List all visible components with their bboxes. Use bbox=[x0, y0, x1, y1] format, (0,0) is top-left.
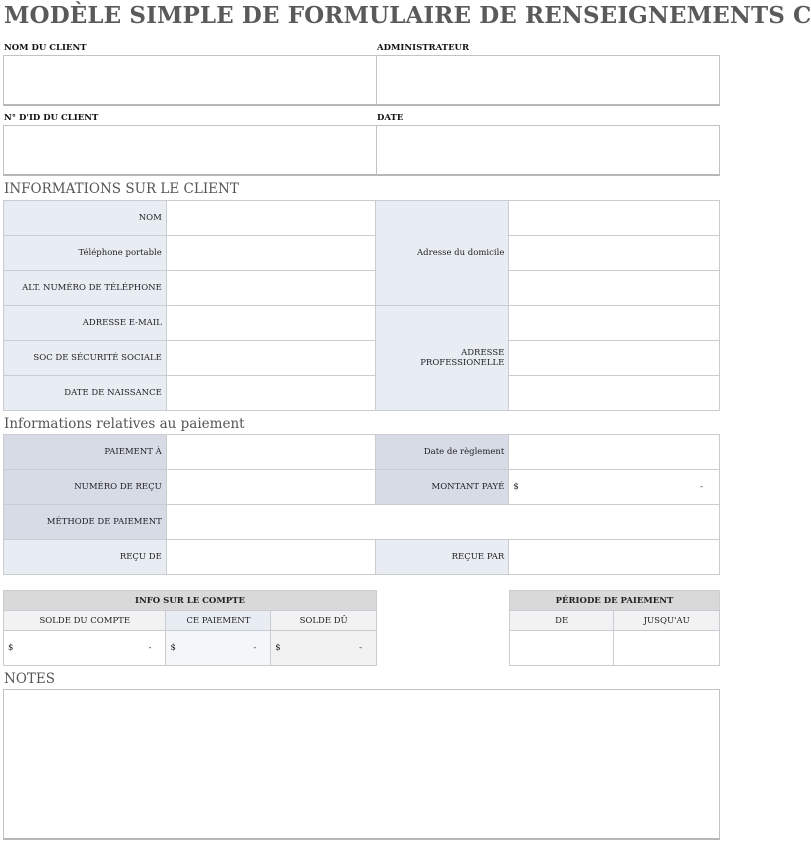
currency-symbol: $ bbox=[8, 643, 14, 653]
settlement-date-label: Date de règlement bbox=[376, 435, 509, 470]
currency-symbol: $ bbox=[275, 643, 281, 653]
client-name-field[interactable] bbox=[3, 55, 377, 106]
birth-date-input[interactable] bbox=[166, 376, 376, 411]
balance-due-header: SOLDE DÛ bbox=[271, 611, 377, 631]
home-address-label: Adresse du domicile bbox=[376, 201, 509, 306]
home-address-input-2[interactable] bbox=[509, 236, 720, 271]
date-field[interactable] bbox=[376, 125, 720, 176]
receipt-no-label: NUMÉRO DE REÇU bbox=[4, 470, 167, 505]
mobile-label: Téléphone portable bbox=[4, 236, 167, 271]
value-dash: - bbox=[148, 643, 152, 653]
currency-symbol: $ bbox=[170, 643, 176, 653]
currency-symbol: $ bbox=[513, 482, 519, 492]
work-address-input-3[interactable] bbox=[509, 376, 720, 411]
home-address-input-3[interactable] bbox=[509, 271, 720, 306]
work-address-input-1[interactable] bbox=[509, 306, 720, 341]
received-from-input[interactable] bbox=[166, 540, 376, 575]
work-address-input-2[interactable] bbox=[509, 341, 720, 376]
balance-due-input[interactable] bbox=[271, 631, 377, 666]
date-label: DATE bbox=[377, 113, 404, 123]
settlement-date-input[interactable] bbox=[509, 435, 720, 470]
paid-to-label: PAIEMENT À bbox=[4, 435, 167, 470]
notes-field[interactable] bbox=[3, 689, 720, 840]
paid-to-input[interactable] bbox=[166, 435, 376, 470]
received-by-label: REÇUE PAR bbox=[376, 540, 509, 575]
page-title: MODÈLE SIMPLE DE FORMULAIRE DE RENSEIGNEMENTS C bbox=[4, 2, 811, 29]
payment-method-input[interactable] bbox=[166, 505, 719, 540]
account-info-table bbox=[3, 590, 377, 666]
ssn-label: SOC DE SÉCURITÉ SOCIALE bbox=[4, 341, 167, 376]
payment-method-label: MÉTHODE DE PAIEMENT bbox=[4, 505, 167, 540]
period-to-header: JUSQU'AU bbox=[614, 611, 720, 631]
payment-heading: Informations relatives au paiement bbox=[4, 416, 245, 432]
work-address-label: ADRESSE PROFESSIONELLE bbox=[376, 306, 509, 411]
account-balance-header: SOLDE DU COMPTE bbox=[4, 611, 166, 631]
received-from-label: REÇU DE bbox=[4, 540, 167, 575]
value-dash: - bbox=[359, 643, 362, 653]
alt-phone-label: ALT. NUMÉRO DE TÉLÉPHONE bbox=[4, 271, 167, 306]
administrator-label: ADMINISTRATEUR bbox=[377, 43, 470, 53]
client-info-table bbox=[3, 200, 720, 411]
period-to-input[interactable] bbox=[614, 631, 720, 666]
name-input[interactable] bbox=[166, 201, 376, 236]
administrator-field[interactable] bbox=[376, 55, 720, 106]
name-label: NOM bbox=[4, 201, 167, 236]
received-by-input[interactable] bbox=[509, 540, 720, 575]
payment-period-header: PÉRIODE DE PAIEMENT bbox=[510, 591, 720, 611]
payment-table bbox=[3, 434, 720, 575]
client-info-heading: INFORMATIONS SUR LE CLIENT bbox=[4, 181, 239, 197]
value-dash: - bbox=[253, 643, 257, 653]
amount-paid-input[interactable] bbox=[509, 470, 720, 505]
ssn-input[interactable] bbox=[166, 341, 376, 376]
payment-period-table bbox=[509, 590, 720, 666]
account-info-header: INFO SUR LE COMPTE bbox=[4, 591, 377, 611]
receipt-no-input[interactable] bbox=[166, 470, 376, 505]
client-name-label: NOM DU CLIENT bbox=[4, 43, 87, 53]
amount-dash: - bbox=[700, 482, 703, 492]
notes-heading: NOTES bbox=[4, 671, 55, 687]
email-label: ADRESSE E-MAIL bbox=[4, 306, 167, 341]
this-payment-input[interactable] bbox=[166, 631, 271, 666]
alt-phone-input[interactable] bbox=[166, 271, 376, 306]
this-payment-header: CE PAIEMENT bbox=[166, 611, 271, 631]
mobile-input[interactable] bbox=[166, 236, 376, 271]
period-from-input[interactable] bbox=[510, 631, 614, 666]
amount-paid-label: MONTANT PAYÉ bbox=[376, 470, 509, 505]
email-input[interactable] bbox=[166, 306, 376, 341]
client-id-field[interactable] bbox=[3, 125, 377, 176]
client-id-label: N° D'ID DU CLIENT bbox=[4, 113, 99, 123]
account-balance-input[interactable] bbox=[4, 631, 166, 666]
home-address-input-1[interactable] bbox=[509, 201, 720, 236]
period-from-header: DE bbox=[510, 611, 614, 631]
birth-date-label: DATE DE NAISSANCE bbox=[4, 376, 167, 411]
